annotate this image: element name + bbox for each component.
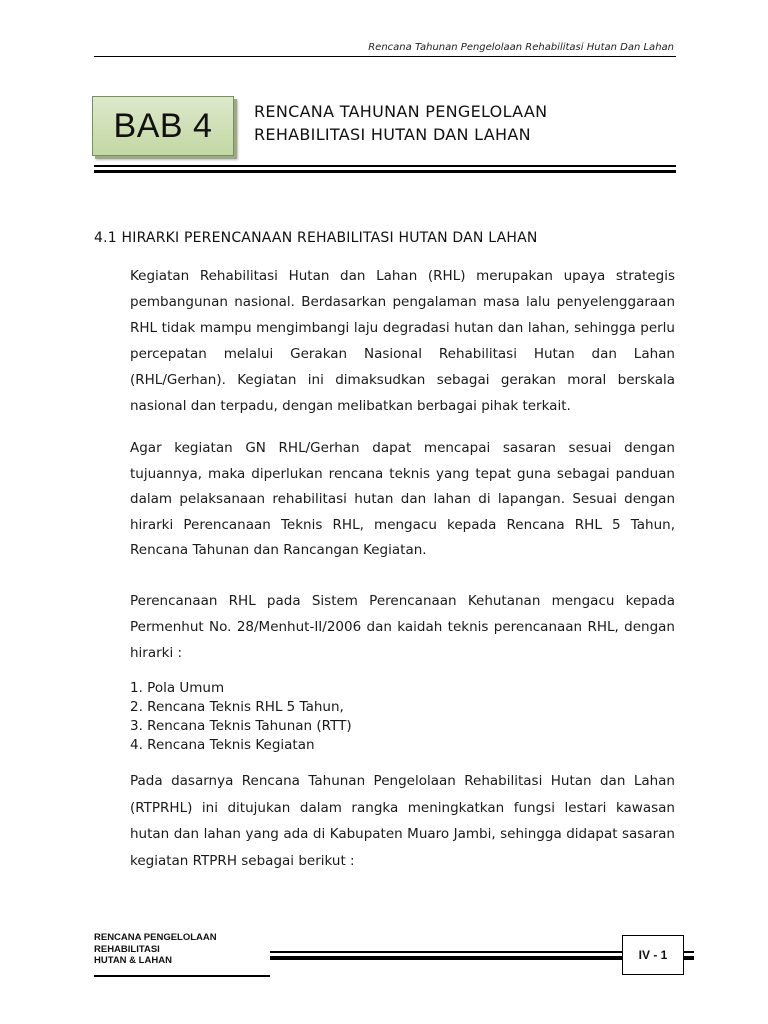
footer-title-line-3: HUTAN & LAHAN <box>94 955 172 966</box>
chapter-title-line-1: RENCANA TAHUNAN PENGELOLAAN <box>254 102 548 121</box>
running-header: Rencana Tahunan Pengelolaan Rehabilitasi Hutan Dan Lahan <box>368 42 674 53</box>
footer-rule-right-thick <box>684 956 694 960</box>
footer-bottom-rule <box>94 975 270 977</box>
list-item: 1. Pola Umum <box>130 680 225 696</box>
footer-document-title <box>94 932 217 967</box>
chapter-title-line-2: REHABILITASI HUTAN DAN LAHAN <box>254 125 531 144</box>
chapter-label: BAB 4 <box>113 106 213 145</box>
header-rule <box>94 56 676 57</box>
hierarchy-list <box>130 679 352 755</box>
body-paragraph-1: Kegiatan Rehabilitasi Hutan dan Lahan (RHL) merupakan upaya strategis pembangunan nasional. Berdasarkan pengalaman masa lalu penyelenggaraan RHL tidak mampu mengimbangi laju degradasi hutan dan lahan, sehingga perlu percepatan melalui Gerakan Nasional Rehabilitasi Hutan dan Lahan (RHL/Gerhan). Kegiatan ini dimaksudkan sebagai gerakan moral berskala nasional dan terpadu, dengan melibatkan berbagai pihak terkait. <box>130 268 675 414</box>
list-item: 4. Rencana Teknis Kegiatan <box>130 737 315 753</box>
body-paragraph-3: Perencanaan RHL pada Sistem Perencanaan Kehutanan mengacu kepada Permenhut No. 28/Menhut-II/2006 dan kaidah teknis perencanaan RHL, dengan hirarki : <box>130 593 675 661</box>
footer-rule-right-thin <box>684 951 694 953</box>
footer-title-line-1: RENCANA PENGELOLAAN <box>94 932 217 943</box>
body-paragraph-2: Agar kegiatan GN RHL/Gerhan dapat mencapai sasaran sesuai dengan tujuannya, maka diperlukan rencana teknis yang tepat guna sebagai panduan dalam pelaksanaan rehabilitasi hutan dan lahan di lapangan. Sesuai dengan hirarki Perencanaan Teknis RHL, mengacu kepada Rencana RHL 5 Tahun, Rencana Tahunan dan Rancangan Kegiatan. <box>130 440 675 558</box>
chapter-label-box <box>92 96 234 156</box>
page-number: IV - 1 <box>622 935 684 975</box>
footer-title-line-2: REHABILITASI <box>94 943 160 955</box>
list-item: 2. Rencana Teknis RHL 5 Tahun, <box>130 699 344 715</box>
chapter-rule-thick <box>94 170 676 173</box>
section-heading: 4.1 HIRARKI PERENCANAAN REHABILITASI HUTAN DAN LAHAN <box>94 230 538 246</box>
chapter-title <box>254 100 674 146</box>
footer-rule-thin <box>270 951 622 953</box>
list-item: 3. Rencana Teknis Tahunan (RTT) <box>130 718 352 734</box>
footer-rule-thick <box>270 956 622 960</box>
chapter-rule-thin <box>94 165 676 167</box>
body-paragraph-4: Pada dasarnya Rencana Tahunan Pengelolaan Rehabilitasi Hutan dan Lahan (RTPRHL) ini ditujukan dalam rangka meningkatkan fungsi lestari kawasan hutan dan lahan yang ada di Kabupaten Muaro Jambi, sehingga didapat sasaran kegiatan RTPRH sebagai berikut : <box>130 773 675 869</box>
